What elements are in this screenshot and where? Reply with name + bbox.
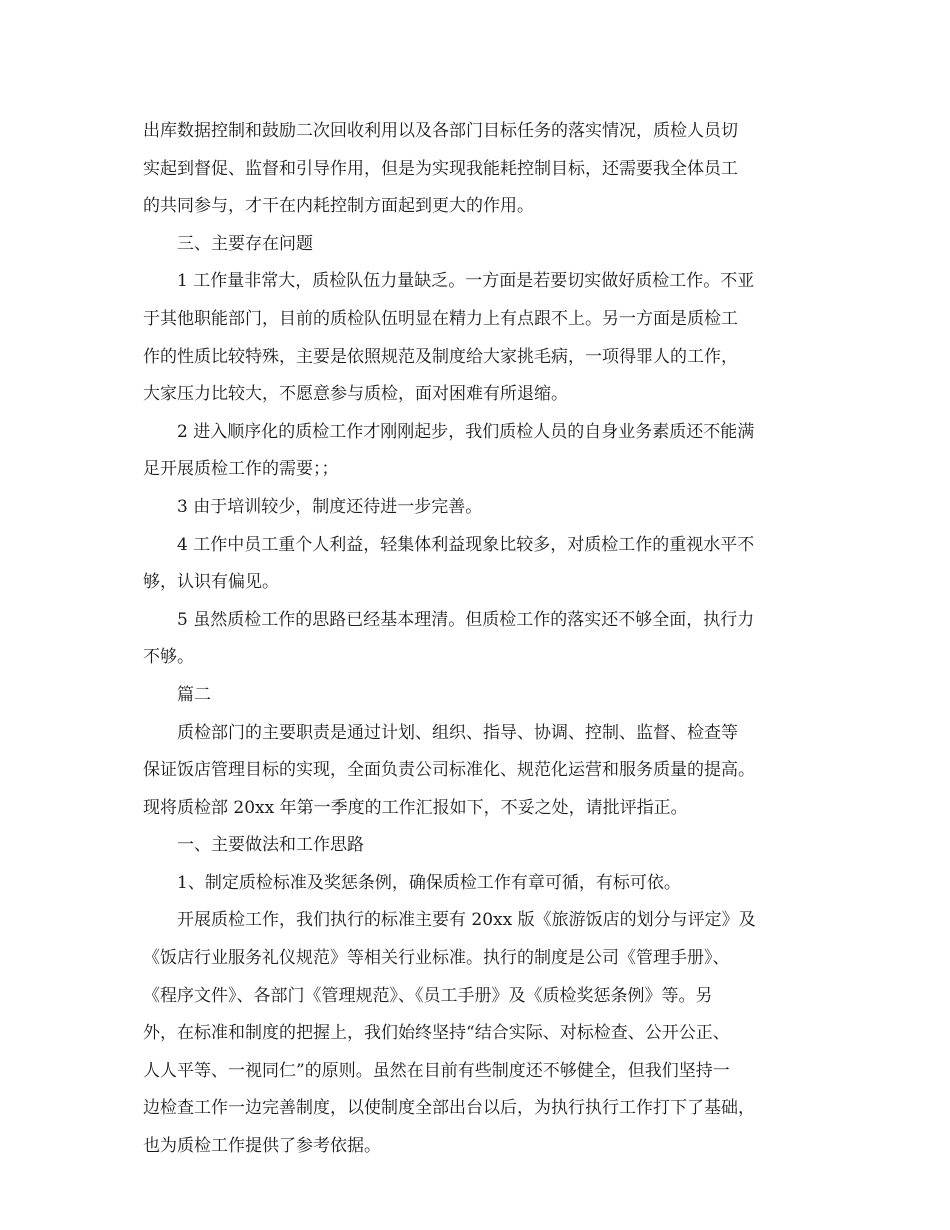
text-line: 保证饭店管理目标的实现，全面负责公司标准化、规范化运营和服务质量的提高。: [143, 760, 755, 781]
document-body: [143, 113, 811, 1166]
text-line: 三、主要存在问题: [177, 233, 313, 254]
text-line: 1、制定质检标准及奖惩条例，确保质检工作有章可循，有标可依。: [177, 872, 681, 893]
text-line: 够，认识有偏见。: [143, 572, 279, 593]
paragraph-department-duties: [143, 715, 811, 828]
text-line: 于其他职能部门，目前的质检队伍明显在精力上有点跟不上。另一方面是质检工: [143, 308, 738, 329]
text-line: 4 工作中员工重个人利益，轻集体利益现象比较多，对质检工作的重视水平不: [177, 534, 755, 555]
heading-main-methods: [143, 827, 811, 865]
heading-part-two: [143, 677, 811, 715]
text-line: 外，在标准和制度的把握上，我们始终坚持“结合实际、对标检查、公开公正、: [143, 1023, 730, 1044]
paragraph-intro-continued: [143, 113, 811, 226]
text-line: 作的性质比较特殊，主要是依照规范及制度给大家挑毛病，一项得罪人的工作，: [143, 346, 738, 367]
paragraph-standards: [143, 902, 811, 1165]
text-line: 3 由于培训较少，制度还待进一步完善。: [177, 496, 483, 517]
text-line: 的共同参与，才干在内耗控制方面起到更大的作用。: [143, 196, 534, 217]
paragraph-problem-4: [143, 527, 811, 602]
text-line: 也为质检工作提供了参考依据。: [143, 1136, 381, 1157]
text-line: 实起到督促、监督和引导作用，但是为实现我能耗控制目标，还需要我全体员工: [143, 158, 738, 179]
heading-main-problems: [143, 226, 811, 264]
text-line: 一、主要做法和工作思路: [177, 835, 364, 856]
paragraph-problem-2: [143, 414, 811, 489]
heading-method-1: [143, 865, 811, 903]
text-line: 2 进入顺序化的质检工作才刚刚起步，我们质检人员的自身业务素质还不能满: [177, 421, 755, 442]
text-line: 现将质检部 20xx 年第一季度的工作汇报如下，不妥之处，请批评指正。: [143, 797, 688, 818]
text-line: 篇二: [177, 684, 211, 705]
text-line: 《饭店行业服务礼仪规范》等相关行业标准。执行的制度是公司《管理手册》、: [143, 948, 730, 969]
text-line: 人人平等、一视同仁”的原则。虽然在目前有些制度还不够健全，但我们坚持一: [143, 1060, 730, 1081]
text-line: 质检部门的主要职责是通过计划、组织、指导、协调、控制、监督、检查等: [177, 722, 738, 743]
paragraph-problem-3: [143, 489, 811, 527]
text-line: 边检查工作一边完善制度，以使制度全部出台以后，为执行执行工作打下了基础，: [143, 1098, 755, 1119]
text-line: 出库数据控制和鼓励二次回收利用以及各部门目标任务的落实情况，质检人员切: [143, 121, 738, 141]
text-line: 不够。: [143, 647, 194, 668]
text-line: 足开展质检工作的需要；；: [143, 459, 339, 480]
paragraph-problem-1: [143, 263, 811, 413]
text-line: 大家压力比较大，不愿意参与质检，面对困难有所退缩。: [143, 384, 568, 405]
text-line: 1 工作量非常大，质检队伍力量缺乏。一方面是若要切实做好质检工作。不亚: [177, 271, 755, 292]
paragraph-problem-5: [143, 602, 811, 677]
text-line: 5 虽然质检工作的思路已经基本理清。但质检工作的落实还不够全面，执行力: [177, 609, 755, 630]
text-line: 《程序文件》、各部门《管理规范》、《员工手册》及《质检奖惩条例》等。另: [143, 985, 713, 1006]
text-line: 开展质检工作，我们执行的标准主要有 20xx 版《旅游饭店的划分与评定》及: [177, 910, 756, 931]
